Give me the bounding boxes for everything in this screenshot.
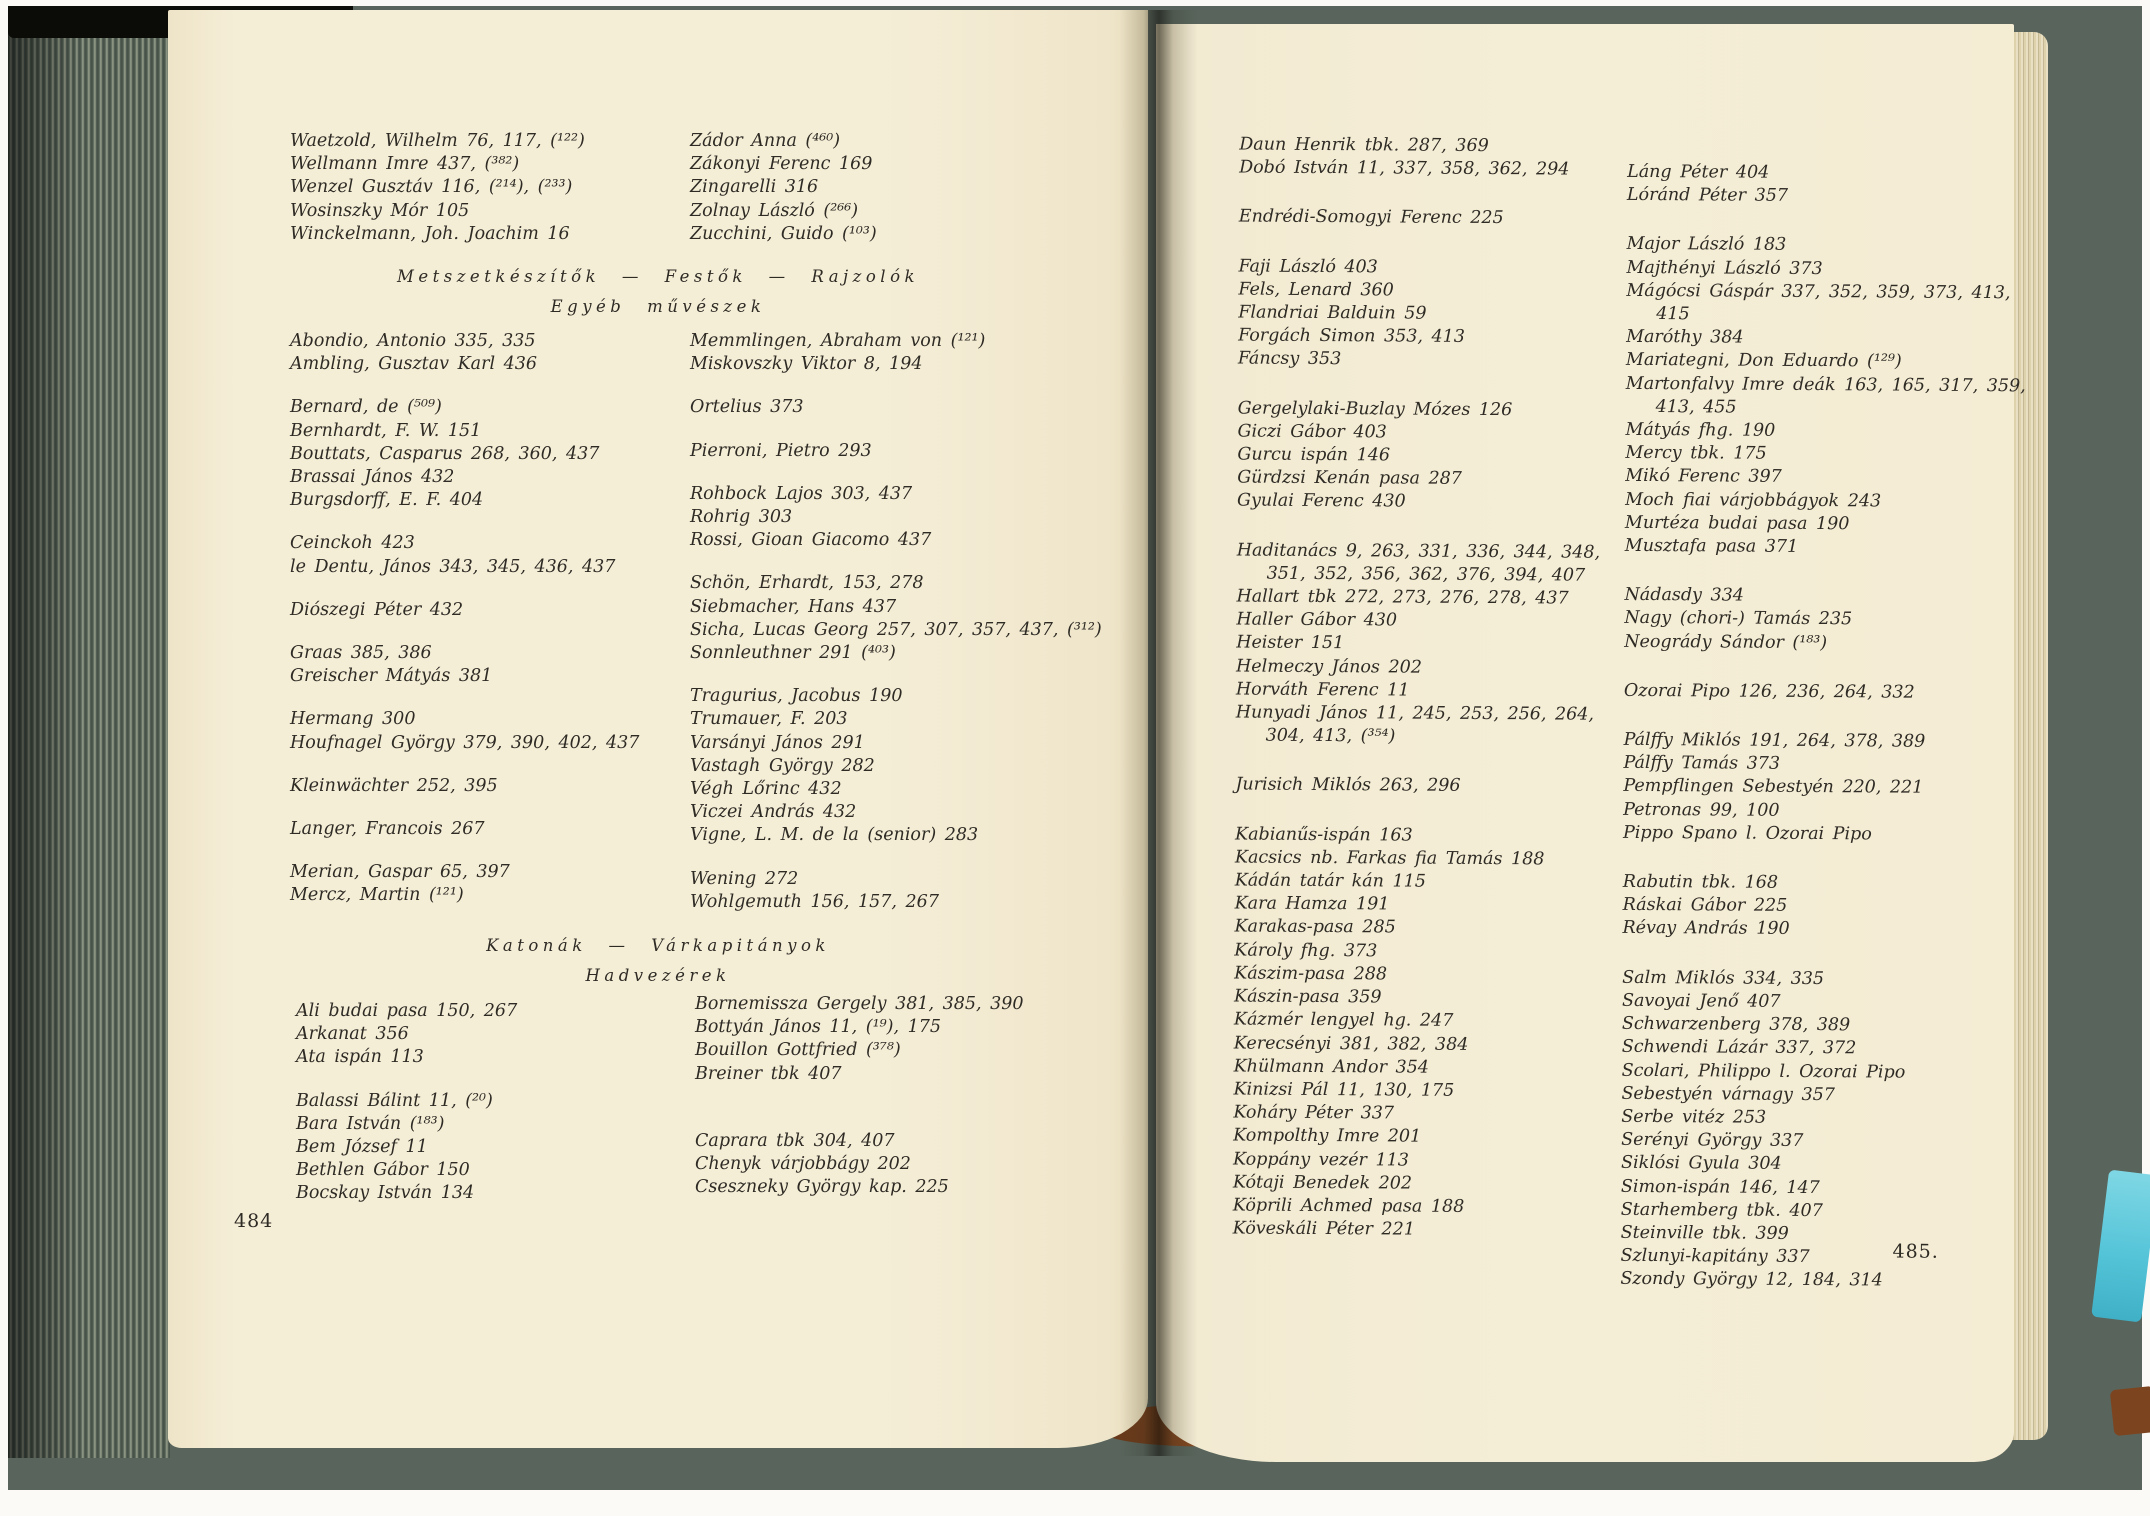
index-group [290,818,668,841]
soldiers-column-1 [296,1000,681,1226]
index-entry: Giczi Gábor 403 [1237,421,1387,443]
index-entry: Nádasdy 334 [1624,585,1745,606]
index-entry: Diószegi Péter 432 [290,599,464,620]
index-entry: Varsányi János 291 [690,732,865,753]
index-entry: Schwendi Lázár 337, 372 [1621,1037,1857,1059]
index-entry: Köprili Achmed pasa 188 [1232,1195,1465,1217]
index-entry: Rohrig 303 [690,507,793,528]
index-group [1239,206,1624,232]
index-entry: Wosinszky Mór 105 [290,200,470,221]
index-entry: Starhemberg tbk. 407 [1620,1199,1823,1221]
index-entry: Mágócsi Gáspár 337, 352, 359, 373, 413, 415 [1626,280,2011,325]
index-entry: Gurcu ispán 146 [1237,444,1391,466]
index-entry: Mercy tbk. 175 [1625,443,1767,464]
index-entry: Kászin-pasa 359 [1233,986,1382,1008]
index-group [296,1090,681,1206]
index-entry: Kleinwächter 252, 395 [290,775,498,796]
section-subheading-line: Hadvezérek [585,966,731,985]
index-entry: Pálffy Miklós 191, 264, 378, 389 [1623,729,1926,752]
index-entry: Hallart tbk 272, 273, 276, 278, 437 [1236,586,1569,609]
index-entry: Musztafa pasa 371 [1624,535,1799,557]
index-entry: Bernard, de (⁵⁰⁹) [290,397,442,418]
index-entry: Winckelmann, Joh. Joachim 16 [290,223,570,244]
index-entry: Nagy (chori-) Tamás 235 [1624,608,1853,630]
index-group [1233,823,1621,1243]
index-entry: Rohbock Lajos 303, 437 [690,483,913,504]
index-group [290,708,668,754]
index-entry: Murtéza budai pasa 190 [1624,512,1850,535]
index-entry: Szlunyi-kapitány 337 [1620,1245,1810,1268]
index-entry: Abondio, Antonio 335, 335 [290,331,536,351]
section-heading-line: Katonák — Várkapitányok [486,936,830,955]
page-stack-edge [8,6,170,1458]
index-entry: Schwarzenberg 378, 389 [1621,1013,1851,1036]
index-entry: Láng Péter 404 [1627,161,1770,183]
section-heading-line: Metszetkészítők — Festők — Rajzolók [396,267,920,286]
index-entry: Vastagh György 282 [690,755,875,776]
index-entry: Lóránd Péter 357 [1626,185,1789,207]
index-entry: Ambling, Gusztav Karl 436 [290,354,538,375]
index-entry: Zádor Anna (⁴⁶⁰) [690,131,841,151]
index-entry: Arkanat 356 [296,1024,409,1045]
index-entry: Rabutin tbk. 168 [1622,871,1779,893]
index-group [690,330,1120,376]
index-entry: Zákonyi Ferenc 169 [690,154,873,175]
index-group [1239,134,1624,183]
right-page-content [1147,24,2026,1467]
index-entry: Fáncsy 353 [1237,348,1342,370]
index-group [1237,397,1623,515]
index-entry: Gyulai Ferenc 430 [1237,490,1406,512]
index-entry: Chenyk várjobbágy 202 [695,1154,911,1175]
index-entry: Zucchini, Guido (¹⁰³) [690,223,877,244]
artists-column-2 [690,330,1120,934]
index-group [690,868,1120,914]
index-group [690,483,1120,553]
soldiers-column-2 [695,993,1125,1243]
index-entry: Haller Gábor 430 [1236,609,1398,631]
index-entry: Miskovszky Viktor 8, 194 [690,354,923,375]
index-entry: Rossi, Gioan Giacomo 437 [690,530,932,551]
index-entry: Steinville tbk. 399 [1620,1222,1789,1244]
index-entry: Brassai János 432 [290,467,455,488]
index-entry: le Dentu, János 343, 345, 436, 437 [290,556,616,577]
index-entry: Trumauer, F. 203 [690,709,848,730]
index-entry: Zingarelli 316 [690,177,819,198]
page-number-right: 485. [1892,1240,1939,1263]
artists-column-1 [290,330,668,928]
index-entry: Wohlgemuth 156, 157, 267 [690,891,939,912]
index-entry: Hunyadi János 11, 245, 253, 256, 264, 304, 413, (³⁵⁴) [1235,702,1595,747]
index-group [290,130,680,246]
index-entry: Sicha, Lucas Georg 257, 307, 357, 437, (³¹²) [690,619,1102,640]
index-group [296,1000,681,1070]
index-group [290,599,668,622]
index-entry: Mariategni, Don Eduardo (¹²⁹) [1625,350,1902,372]
index-entry: Waetzold, Wilhelm 76, 117, (¹²²) [290,131,585,151]
index-group [1622,871,2022,943]
index-entry: Bouillon Gottfried (³⁷⁸) [695,1040,901,1061]
index-entry: Kerecsényi 381, 382, 384 [1233,1032,1469,1055]
index-entry: Károly fhg. 373 [1234,940,1378,962]
index-entry: Kabianűs-ispán 163 [1234,824,1413,846]
index-entry: Bornemissza Gergely 381, 385, 390 [695,994,1024,1014]
index-entry: Maróthy 384 [1626,327,1744,348]
index-entry: Flandriai Balduin 59 [1238,302,1427,324]
section-heading-soldiers [168,931,1148,991]
index-entry: Végh Lőrinc 432 [690,779,842,800]
index-entry: Scolari, Philippo l. Ozorai Pipo [1621,1060,1906,1083]
index-group [1238,255,1624,373]
index-entry: Bem József 11 [296,1137,428,1158]
index-entry: Siebmacher, Hans 437 [690,596,897,617]
index-entry: Burgsdorff, E. F. 404 [290,490,484,511]
index-group [290,532,668,578]
index-entry: Jurisich Miklós 263, 296 [1235,774,1461,797]
index-column-right-2 [1620,161,2027,1320]
index-entry: Pippo Spano l. Ozorai Pipo [1623,822,1872,845]
right-page [1156,24,2026,1462]
page-number-left: 484 [234,1210,274,1232]
index-column-z [690,130,1120,266]
index-entry: Ozorai Pipo 126, 236, 264, 332 [1623,680,1915,703]
index-entry: Neogrády Sándor (¹⁸³) [1624,631,1828,653]
index-entry: Ata ispán 113 [296,1047,424,1068]
index-entry: Kádán tatár kán 115 [1234,870,1426,892]
index-entry: Bara István (¹⁸³) [296,1113,445,1134]
index-entry: Cseszneky György kap. 225 [695,1177,949,1198]
index-entry: Ali budai pasa 150, 267 [296,1001,518,1021]
index-entry: Wenzel Gusztáv 116, (²¹⁴), (²³³) [290,177,573,198]
index-entry: Savoyai Jenő 407 [1621,990,1781,1012]
index-entry: Faji László 403 [1238,256,1378,277]
index-entry: Sonnleuthner 291 (⁴⁰³) [690,643,896,664]
index-entry: Kompolthy Imre 201 [1233,1125,1422,1147]
index-entry: Bottyán János 11, (¹⁹), 175 [695,1017,942,1038]
section-subheading-line: Egyéb művészek [550,297,766,316]
index-entry: Kinizsi Pál 11, 130, 175 [1233,1079,1455,1101]
index-entry: Major László 183 [1626,234,1787,256]
index-entry: Dobó István 11, 337, 358, 362, 294 [1239,157,1570,180]
index-entry: Ortelius 373 [690,397,804,418]
index-group [695,993,1125,1086]
index-entry: Schön, Erhardt, 153, 278 [690,573,924,594]
index-entry: Ráskai Gábor 225 [1622,895,1788,917]
index-entry: Majthényi László 373 [1626,257,1823,279]
index-entry: Balassi Bálint 11, (²⁰) [296,1090,493,1111]
index-entry: Karakas-pasa 285 [1234,916,1396,938]
index-entry: Kara Hamza 191 [1234,893,1390,915]
index-group [1624,584,2024,656]
index-entry: Moch fiai várjobbágyok 243 [1625,489,1882,512]
index-group [690,396,1120,419]
index-entry: Kótaji Benedek 202 [1232,1172,1413,1194]
index-group [290,396,668,512]
index-column-right-1 [1232,134,1624,1270]
index-entry: Siklósi Gyula 304 [1620,1153,1782,1175]
index-column-w [290,130,680,266]
index-entry: Salm Miklós 334, 335 [1622,967,1825,989]
index-group [690,130,1120,246]
index-group [1620,967,2022,1294]
index-entry: Pierroni, Pietro 293 [690,440,872,461]
index-entry: Viczei András 432 [690,802,857,823]
index-group [290,642,668,688]
index-entry: Gürdzsi Kenán pasa 287 [1237,467,1462,490]
index-entry: Greischer Mátyás 381 [290,666,493,687]
index-entry: Mátyás fhg. 190 [1625,419,1776,441]
index-entry: Serbe vitéz 253 [1621,1106,1767,1128]
photo-background [8,6,2142,1490]
index-entry: Memmlingen, Abraham von (¹²¹) [690,331,986,351]
index-entry: Bernhardt, F. W. 151 [290,420,482,441]
teal-bookmark [2091,1170,2150,1323]
index-entry: Hermang 300 [290,709,416,730]
index-group [695,1130,1125,1200]
index-entry: Horváth Ferenc 11 [1235,679,1410,701]
index-group [1236,539,1622,750]
index-group [690,572,1120,665]
index-entry: Pálffy Tamás 373 [1623,753,1781,775]
index-entry: Vigne, L. M. de la (senior) 283 [690,825,979,846]
index-entry: Koháry Péter 337 [1233,1102,1395,1124]
index-entry: Graas 385, 386 [290,643,432,664]
index-entry: Kászim-pasa 288 [1234,963,1388,985]
index-entry: Ceinckoh 423 [290,533,415,554]
index-entry: Caprara tbk 304, 407 [695,1130,895,1151]
index-group [1625,233,2027,560]
index-group [1624,680,2024,706]
section-heading-artists [168,262,1148,322]
index-entry: Langer, Francois 267 [290,819,485,840]
index-entry: Szondy György 12, 184, 314 [1620,1269,1883,1291]
left-page [168,10,1148,1448]
index-entry: Bouttats, Casparus 268, 360, 437 [290,443,600,464]
index-entry: Pempflingen Sebestyén 220, 221 [1623,776,1924,799]
index-entry: Daun Henrik tbk. 287, 369 [1239,134,1489,157]
index-entry: Petronas 99, 100 [1623,799,1780,821]
index-entry: Zolnay László (²⁶⁶) [690,200,859,221]
index-entry: Gergelylaki-Buzlay Mózes 126 [1237,398,1513,420]
index-group [290,330,668,376]
index-group [1235,774,1620,800]
index-entry: Breiner tbk 407 [695,1063,842,1084]
index-group [1623,729,2024,847]
index-entry: Fels, Lenard 360 [1238,279,1394,301]
index-entry: Köveskáli Péter 221 [1232,1218,1415,1240]
index-entry: Helmeczy János 202 [1236,656,1422,678]
spine-corner-patch [2110,1386,2150,1436]
index-entry: Houfnagel György 379, 390, 402, 437 [290,732,640,753]
index-entry: Mikó Ferenc 397 [1625,466,1782,488]
index-entry: Simon-ispán 146, 147 [1620,1176,1820,1198]
index-entry: Sebestyén várnagy 357 [1621,1083,1835,1105]
index-entry: Tragurius, Jacobus 190 [690,686,903,707]
index-entry: Kacsics nb. Farkas fia Tamás 188 [1234,847,1545,870]
index-entry: Endrédi-Somogyi Ferenc 225 [1238,206,1504,229]
index-entry: Koppány vezér 113 [1233,1149,1409,1171]
index-entry: Heister 151 [1236,632,1345,654]
index-entry: Forgách Simon 353, 413 [1238,325,1465,348]
index-entry: Wellmann Imre 437, (³⁸²) [290,154,520,175]
book-gutter-shadow [1120,10,1198,1456]
index-group [1627,161,2027,210]
index-entry: Khülmann Andor 354 [1233,1056,1430,1078]
index-entry: Haditanács 9, 263, 331, 336, 344, 348, 351, 352, 356, 362, 376, 394, 407 [1236,540,1601,586]
index-group [290,861,668,907]
index-entry: Mercz, Martin (¹²¹) [290,885,464,906]
index-entry: Martonfalvy Imre deák 163, 165, 317, 359, 413, 455 [1625,373,2026,418]
index-entry: Révay András 190 [1622,918,1790,940]
index-entry: Bethlen Gábor 150 [296,1160,470,1181]
index-group [290,775,668,798]
index-entry: Wening 272 [690,868,799,889]
index-entry: Merian, Gaspar 65, 397 [290,862,510,883]
index-entry: Serényi György 337 [1621,1129,1804,1152]
index-entry: Bocskay István 134 [296,1183,475,1204]
index-group [690,685,1120,847]
index-entry: Kázmér lengyel hg. 247 [1233,1009,1454,1032]
index-group [690,440,1120,463]
